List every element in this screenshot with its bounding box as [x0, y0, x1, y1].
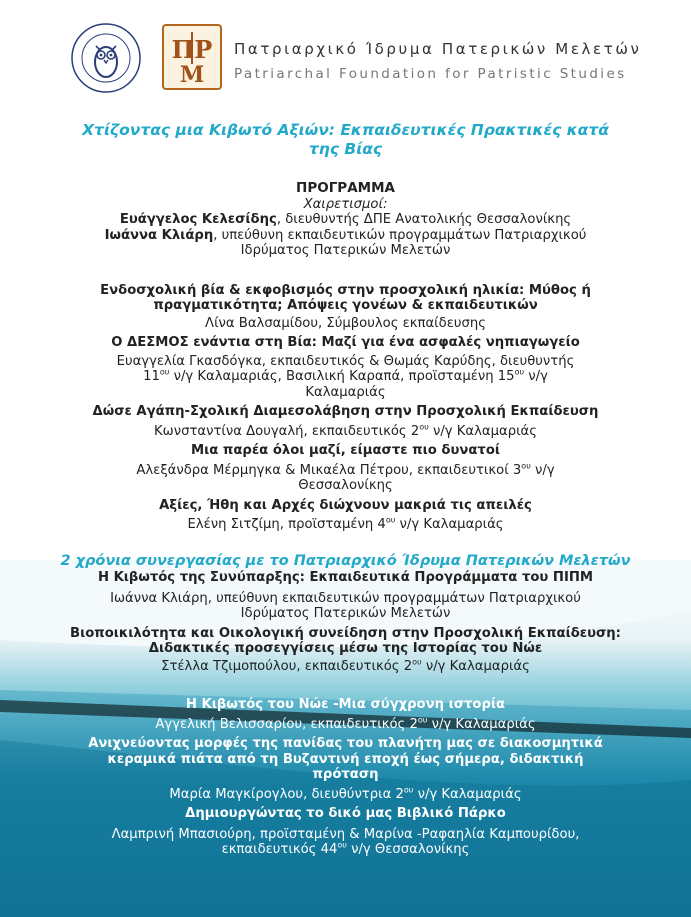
- talk-4-speakers-cont: Θεσσαλονίκης: [298, 478, 393, 493]
- talk-1-title: Ενδοσχολική βία & εκφοβισμός στην προσχολική ηλικία: Μύθος ή: [100, 282, 591, 298]
- talk-3-title: Δώσε Αγάπη-Σχολική Διαμεσολάβηση στην Προσχολική Εκπαίδευση: [92, 404, 599, 419]
- talk-5-speaker: Ελένη Σιτζίμη, προϊσταμένη $4^{o\upsilon}$ ν/γ Καλαμαριάς: [187, 515, 504, 532]
- talk-9-title-cont2: πρόταση: [312, 767, 379, 782]
- svg-text:ΠΡ: ΠΡ: [171, 35, 213, 64]
- talk-7-title: Βιοποικιλότητα και Οικολογική συνείδηση στην Προσχολική Εκπαίδευση:: [70, 625, 621, 641]
- header: [0, 0, 691, 110]
- talk-2-speakers-cont2: Καλαμαριάς: [305, 384, 386, 400]
- event-title: Χτίζοντας μια Κιβωτό Αξιών: Εκπαιδευτικές Πρακτικές κατά της Βίας: [82, 121, 609, 158]
- talk-8-speaker: Αγγελική Βελισσαρίου, εκπαιδευτικός $2^{o\upsilon}$ ν/γ Καλαμαριάς: [155, 715, 536, 732]
- talk-6-speaker-cont: Ιδρύματος Πατερικών Μελετών: [240, 606, 451, 621]
- talk-10-speakers-cont: εκπαιδευτικός $44^{o\upsilon}$ ν/γ Θεσσαλονίκης: [221, 840, 470, 857]
- greeting-1: Ευάγγελος Κελεσίδης, διευθυντής ΔΠΕ Ανατολικής Θεσσαλονίκης: [119, 212, 572, 227]
- program-heading: ΠΡΟΓΡΑΜΜΑ: [296, 180, 395, 196]
- talk-4-speakers: Αλεξάνδρα Μέρμηγκα & Μικαέλα Πέτρου, εκπαιδευτικοί $3^{o\upsilon}$ ν/γ: [136, 461, 555, 478]
- talk-1-speaker: Λίνα Βαλσαμίδου, Σύμβουλος εκπαίδευσης: [205, 315, 486, 331]
- pipm-logo: [162, 24, 222, 90]
- talk-9-title-cont: κεραμικά πιάτα από τη Βυζαντινή εποχή έως σήμερα, διδακτική: [107, 751, 584, 767]
- talk-6-title: Η Κιβωτός της Συνύπαρξης: Εκπαιδευτικά Προγράμματα του ΠΙΠΜ: [97, 570, 594, 585]
- talk-8-title: Η Κιβωτός του Νώε -Μια σύγχρονη ιστορία: [185, 697, 506, 712]
- talk-6-speaker: Ιωάννα Κλιάρη, υπεύθυνη εκπαιδευτικών προγραμμάτων Πατριαρχικού: [110, 590, 581, 606]
- greeting-2: Ιωάννα Κλιάρη, υπεύθυνη εκπαιδευτικών προγραμμάτων Πατριαρχικού: [104, 227, 587, 243]
- talk-1-title-cont: πραγματικότητα; Απόψεις γονέων & εκπαιδευτικών: [153, 298, 538, 313]
- talk-10-speakers: Λαμπρινή Μπασιούρη, προϊσταμένη & Μαρίνα -Ραφαηλία Καμπουρίδου,: [111, 826, 580, 842]
- section-2-heading: 2 χρόνια συνεργασίας με το Πατριαρχικό Ίδρυμα Πατερικών Μελετών: [60, 552, 631, 569]
- svg-text:Μ: Μ: [179, 62, 205, 88]
- talk-5-title: Αξίες, Ήθη και Αρχές διώχνουν μακριά τις απειλές: [159, 497, 532, 513]
- talk-7-title-cont: Διδακτικές προσεγγίσεις μέσω της Ιστορίας του Νώε: [148, 641, 543, 656]
- talk-2-title: Ο ΔΕΣΜΟΣ ενάντια στη Βία: Μαζί για ένα ασφαλές νηπιαγωγείο: [111, 335, 580, 350]
- org-name-english: Patriarchal Foundation for Patristic Studies: [234, 66, 627, 82]
- owl-logo: [70, 22, 142, 94]
- talk-4-title: Μια παρέα όλοι μαζί, είμαστε πιο δυνατοί: [190, 443, 501, 458]
- greetings-label: Χαιρετισμοί:: [303, 196, 388, 212]
- talk-7-speaker: Στέλλα Τζιμοπούλου, εκπαιδευτικός $2^{o\upsilon}$ ν/γ Καλαμαριάς: [161, 657, 530, 674]
- program: [20, 181, 671, 858]
- talk-3-speaker: Κωνσταντίνα Δουγαλή, εκπαιδευτικός $2^{o\upsilon}$ ν/γ Καλαμαριάς: [154, 422, 537, 439]
- greeting-2-cont: Ιδρύματος Πατερικών Μελετών: [240, 243, 451, 258]
- talk-10-title: Δημιουργώντας το δικό μας Βιβλικό Πάρκο: [185, 806, 506, 821]
- talk-9-title: Ανιχνεύοντας μορφές της πανίδας του πλανήτη μας σε διακοσμητικά: [88, 736, 603, 751]
- org-name-greek: Πατριαρχικό Ίδρυμα Πατερικών Μελετών: [234, 40, 642, 58]
- talk-9-speaker: Μαρία Μαγκίρογλου, διευθύντρια $2^{o\upsilon}$ ν/γ Καλαμαριάς: [169, 785, 522, 802]
- talk-2-speakers-cont: $11^{o\upsilon}$ ν/γ Καλαμαριάς, Βασιλική Καραπά, προϊσταμένη $15^{o\upsilon}$ ν/γ: [143, 367, 548, 384]
- talk-2-speakers: Ευαγγελία Γκασδόγκα, εκπαιδευτικός & Θωμάς Καρύδης, διευθυντής: [116, 353, 575, 369]
